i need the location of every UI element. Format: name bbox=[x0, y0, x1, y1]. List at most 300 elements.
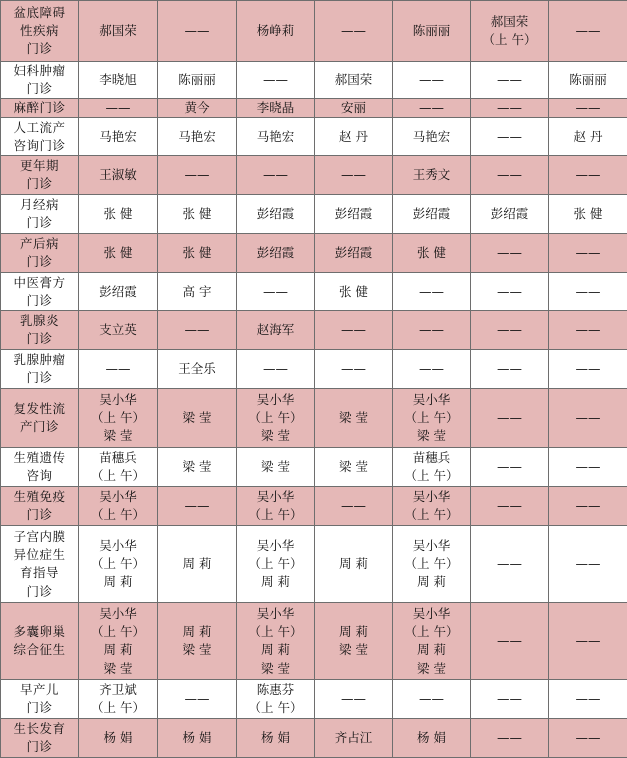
schedule-cell bbox=[549, 99, 627, 118]
schedule-cell bbox=[79, 526, 158, 603]
schedule-cell bbox=[549, 273, 627, 311]
schedule-cell bbox=[471, 195, 549, 234]
schedule-cell bbox=[393, 350, 471, 389]
schedule-cell bbox=[237, 350, 315, 389]
table-row bbox=[1, 195, 627, 234]
doctor-name: 李晓晶 bbox=[237, 99, 314, 117]
department-name-line: 生殖免疫 bbox=[1, 488, 78, 506]
department-name-line: 乳腺肿瘤 bbox=[1, 351, 78, 369]
department-name-line: 门诊 bbox=[1, 738, 78, 756]
doctor-name: —— bbox=[158, 690, 236, 708]
doctor-name: —— bbox=[79, 99, 157, 117]
schedule-cell bbox=[158, 680, 237, 719]
doctor-name: 周 莉 bbox=[158, 555, 236, 573]
department-name-line: 门诊 bbox=[1, 40, 78, 58]
schedule-cell bbox=[237, 273, 315, 311]
schedule-cell bbox=[79, 680, 158, 719]
department-name-line: 综合征生 bbox=[1, 641, 78, 659]
doctor-name: 吴小华 bbox=[393, 537, 470, 555]
doctor-name: 梁 莹 bbox=[158, 458, 236, 476]
schedule-cell bbox=[315, 350, 393, 389]
table-row bbox=[1, 389, 627, 448]
doctor-name: 吴小华 bbox=[237, 488, 314, 506]
schedule-cell bbox=[315, 311, 393, 350]
department-name-line: 生殖遗传 bbox=[1, 449, 78, 467]
doctor-name: 彭绍霞 bbox=[237, 205, 314, 223]
doctor-name: —— bbox=[471, 632, 548, 650]
doctor-name: 张 健 bbox=[158, 205, 236, 223]
department-name-line: 门诊 bbox=[1, 253, 78, 271]
doctor-name: 张 健 bbox=[549, 205, 627, 223]
doctor-name: —— bbox=[315, 360, 392, 378]
schedule-cell bbox=[237, 448, 315, 487]
department-name-line: 更年期 bbox=[1, 157, 78, 175]
doctor-name: —— bbox=[393, 99, 470, 117]
doctor-name: 彭绍霞 bbox=[315, 205, 392, 223]
doctor-name: 梁 莹 bbox=[393, 660, 470, 678]
table-row bbox=[1, 156, 627, 195]
schedule-cell bbox=[393, 603, 471, 680]
doctor-name: 吴小华 bbox=[79, 605, 157, 623]
doctor-name: —— bbox=[549, 22, 627, 40]
doctor-name: —— bbox=[237, 71, 314, 89]
table-row bbox=[1, 603, 627, 680]
doctor-name: 梁 莹 bbox=[158, 641, 236, 659]
doctor-name: 王淑敏 bbox=[79, 166, 157, 184]
schedule-cell bbox=[158, 311, 237, 350]
schedule-cell bbox=[315, 234, 393, 273]
schedule-cell bbox=[158, 273, 237, 311]
doctor-name: 周 莉 bbox=[158, 623, 236, 641]
schedule-cell bbox=[549, 487, 627, 526]
doctor-name: —— bbox=[315, 690, 392, 708]
department-name-line: 复发性流 bbox=[1, 400, 78, 418]
doctor-name: —— bbox=[393, 321, 470, 339]
doctor-name: 陈丽丽 bbox=[158, 71, 236, 89]
doctor-name: 周 莉 bbox=[237, 573, 314, 591]
schedule-cell bbox=[158, 1, 237, 62]
doctor-name: 马艳宏 bbox=[393, 128, 470, 146]
doctor-name: （上 午） bbox=[393, 409, 470, 427]
department-cell bbox=[1, 603, 79, 680]
department-cell bbox=[1, 234, 79, 273]
schedule-cell bbox=[158, 487, 237, 526]
schedule-cell bbox=[237, 487, 315, 526]
schedule-cell bbox=[471, 389, 549, 448]
schedule-cell bbox=[79, 603, 158, 680]
schedule-cell bbox=[471, 487, 549, 526]
department-name-line: 性疾病 bbox=[1, 22, 78, 40]
doctor-name: —— bbox=[393, 360, 470, 378]
table-row bbox=[1, 234, 627, 273]
doctor-name: —— bbox=[471, 458, 548, 476]
schedule-cell bbox=[158, 156, 237, 195]
schedule-cell bbox=[549, 311, 627, 350]
schedule-cell bbox=[79, 350, 158, 389]
doctor-name: 陈丽丽 bbox=[549, 71, 627, 89]
department-name-line: 多囊卵巢 bbox=[1, 623, 78, 641]
doctor-name: —— bbox=[315, 497, 392, 515]
department-name-line: 乳腺炎 bbox=[1, 312, 78, 330]
schedule-cell bbox=[158, 350, 237, 389]
schedule-cell bbox=[393, 311, 471, 350]
doctor-name: 马艳宏 bbox=[79, 128, 157, 146]
doctor-name: 苗穗兵 bbox=[79, 449, 157, 467]
schedule-cell bbox=[237, 234, 315, 273]
doctor-name: —— bbox=[471, 690, 548, 708]
schedule-cell bbox=[471, 603, 549, 680]
doctor-name: 彭绍霞 bbox=[315, 244, 392, 262]
doctor-name: 赵海军 bbox=[237, 321, 314, 339]
schedule-cell bbox=[158, 448, 237, 487]
schedule-cell bbox=[471, 311, 549, 350]
doctor-name: —— bbox=[315, 321, 392, 339]
doctor-name: 梁 莹 bbox=[79, 427, 157, 445]
table-row bbox=[1, 99, 627, 118]
doctor-name: —— bbox=[158, 497, 236, 515]
doctor-name: —— bbox=[549, 458, 627, 476]
doctor-name: 赵 丹 bbox=[315, 128, 392, 146]
department-cell bbox=[1, 118, 79, 156]
department-name-line: 门诊 bbox=[1, 506, 78, 524]
schedule-cell bbox=[393, 99, 471, 118]
schedule-cell bbox=[315, 448, 393, 487]
schedule-cell bbox=[315, 99, 393, 118]
doctor-name: —— bbox=[471, 729, 548, 747]
department-cell bbox=[1, 273, 79, 311]
doctor-name: —— bbox=[549, 166, 627, 184]
doctor-name: 张 健 bbox=[393, 244, 470, 262]
doctor-name: 杨 娟 bbox=[158, 729, 236, 747]
schedule-cell bbox=[471, 62, 549, 99]
doctor-name: （上 午） bbox=[79, 506, 157, 524]
doctor-name: 安丽 bbox=[315, 99, 392, 117]
doctor-name: —— bbox=[237, 166, 314, 184]
schedule-cell bbox=[79, 487, 158, 526]
department-name-line: 麻醉门诊 bbox=[1, 99, 78, 117]
doctor-name: 梁 莹 bbox=[237, 660, 314, 678]
schedule-cell bbox=[393, 487, 471, 526]
table-row bbox=[1, 273, 627, 311]
schedule-cell bbox=[79, 195, 158, 234]
doctor-name: —— bbox=[393, 283, 470, 301]
schedule-cell bbox=[549, 234, 627, 273]
doctor-name: 支立英 bbox=[79, 321, 157, 339]
schedule-cell bbox=[237, 719, 315, 758]
schedule-cell bbox=[237, 156, 315, 195]
department-name-line: 门诊 bbox=[1, 80, 78, 98]
doctor-name: 郝国荣 bbox=[79, 22, 157, 40]
department-cell bbox=[1, 1, 79, 62]
doctor-name: 周 莉 bbox=[393, 573, 470, 591]
schedule-cell bbox=[237, 99, 315, 118]
schedule-cell bbox=[237, 1, 315, 62]
schedule-cell bbox=[549, 680, 627, 719]
doctor-name: 吴小华 bbox=[393, 391, 470, 409]
doctor-name: —— bbox=[549, 690, 627, 708]
doctor-name: —— bbox=[237, 360, 314, 378]
doctor-name: —— bbox=[315, 166, 392, 184]
schedule-cell bbox=[237, 526, 315, 603]
doctor-name: —— bbox=[549, 244, 627, 262]
doctor-name: —— bbox=[393, 690, 470, 708]
doctor-name: 梁 莹 bbox=[393, 427, 470, 445]
doctor-name: 杨 娟 bbox=[237, 729, 314, 747]
doctor-name: —— bbox=[393, 71, 470, 89]
doctor-name: —— bbox=[471, 71, 548, 89]
schedule-cell bbox=[471, 719, 549, 758]
schedule-cell bbox=[549, 195, 627, 234]
doctor-name: 张 健 bbox=[79, 205, 157, 223]
department-name-line: 生长发育 bbox=[1, 720, 78, 738]
doctor-name: 黄今 bbox=[158, 99, 236, 117]
doctor-name: —— bbox=[237, 283, 314, 301]
schedule-cell bbox=[237, 195, 315, 234]
schedule-cell bbox=[471, 156, 549, 195]
schedule-cell bbox=[315, 487, 393, 526]
doctor-name: 梁 莹 bbox=[315, 458, 392, 476]
schedule-cell bbox=[79, 234, 158, 273]
schedule-cell bbox=[393, 526, 471, 603]
department-name-line: 咨询 bbox=[1, 467, 78, 485]
schedule-cell bbox=[549, 118, 627, 156]
doctor-name: 彭绍霞 bbox=[393, 205, 470, 223]
schedule-cell bbox=[393, 234, 471, 273]
doctor-name: —— bbox=[158, 321, 236, 339]
doctor-name: 马艳宏 bbox=[158, 128, 236, 146]
schedule-cell bbox=[471, 680, 549, 719]
doctor-name: 梁 莹 bbox=[315, 641, 392, 659]
schedule-cell bbox=[315, 680, 393, 719]
department-name-line: 产门诊 bbox=[1, 418, 78, 436]
schedule-cell bbox=[393, 1, 471, 62]
schedule-cell bbox=[549, 389, 627, 448]
doctor-name: 吴小华 bbox=[237, 391, 314, 409]
table-row bbox=[1, 62, 627, 99]
doctor-name: 杨峥莉 bbox=[237, 22, 314, 40]
doctor-name: 杨 娟 bbox=[79, 729, 157, 747]
department-name-line: 门诊 bbox=[1, 292, 78, 310]
table-row bbox=[1, 487, 627, 526]
department-name-line: 早产儿 bbox=[1, 681, 78, 699]
schedule-cell bbox=[393, 156, 471, 195]
schedule-cell bbox=[315, 62, 393, 99]
schedule-cell bbox=[79, 62, 158, 99]
doctor-name: （上 午） bbox=[79, 623, 157, 641]
department-cell bbox=[1, 311, 79, 350]
doctor-name: —— bbox=[471, 321, 548, 339]
department-name-line: 妇科肿瘤 bbox=[1, 62, 78, 80]
table-row bbox=[1, 311, 627, 350]
schedule-cell bbox=[393, 118, 471, 156]
schedule-cell bbox=[549, 448, 627, 487]
doctor-name: 梁 莹 bbox=[315, 409, 392, 427]
doctor-name: —— bbox=[471, 244, 548, 262]
doctor-name: 齐占江 bbox=[315, 729, 392, 747]
doctor-name: 王全乐 bbox=[158, 360, 236, 378]
schedule-cell bbox=[158, 526, 237, 603]
department-name-line: 门诊 bbox=[1, 175, 78, 193]
doctor-name: （上 午） bbox=[393, 623, 470, 641]
department-cell bbox=[1, 526, 79, 603]
doctor-name: 赵 丹 bbox=[549, 128, 627, 146]
table-row bbox=[1, 1, 627, 62]
department-name-line: 中医膏方 bbox=[1, 274, 78, 292]
department-cell bbox=[1, 62, 79, 99]
doctor-name: 吴小华 bbox=[237, 605, 314, 623]
schedule-cell bbox=[315, 273, 393, 311]
doctor-name: 彭绍霞 bbox=[237, 244, 314, 262]
schedule-cell bbox=[158, 118, 237, 156]
doctor-name: 张 健 bbox=[79, 244, 157, 262]
department-name-line: 盆底障碍 bbox=[1, 4, 78, 22]
schedule-cell bbox=[549, 719, 627, 758]
schedule-body bbox=[1, 1, 627, 758]
department-cell bbox=[1, 350, 79, 389]
department-name-line: 咨询门诊 bbox=[1, 137, 78, 155]
schedule-cell bbox=[158, 99, 237, 118]
doctor-name: 梁 莹 bbox=[79, 660, 157, 678]
doctor-name: （上 午） bbox=[79, 467, 157, 485]
department-name-line: 门诊 bbox=[1, 330, 78, 348]
doctor-name: （上 午） bbox=[79, 409, 157, 427]
schedule-cell bbox=[79, 1, 158, 62]
schedule-cell bbox=[237, 603, 315, 680]
doctor-name: 吴小华 bbox=[79, 488, 157, 506]
schedule-cell bbox=[158, 195, 237, 234]
schedule-cell bbox=[79, 156, 158, 195]
doctor-name: （上 午） bbox=[237, 506, 314, 524]
schedule-cell bbox=[549, 603, 627, 680]
doctor-name: 王秀文 bbox=[393, 166, 470, 184]
department-name-line: 子宫内膜 bbox=[1, 528, 78, 546]
department-cell bbox=[1, 719, 79, 758]
doctor-name: 周 莉 bbox=[79, 573, 157, 591]
department-name-line: 门诊 bbox=[1, 583, 78, 601]
schedule-cell bbox=[158, 234, 237, 273]
department-cell bbox=[1, 487, 79, 526]
doctor-name: 李晓旭 bbox=[79, 71, 157, 89]
doctor-name: 梁 莹 bbox=[237, 427, 314, 445]
doctor-name: —— bbox=[471, 555, 548, 573]
schedule-cell bbox=[471, 234, 549, 273]
schedule-cell bbox=[393, 195, 471, 234]
schedule-cell bbox=[158, 719, 237, 758]
schedule-cell bbox=[549, 350, 627, 389]
doctor-name: （上 午） bbox=[79, 555, 157, 573]
schedule-cell bbox=[79, 99, 158, 118]
department-cell bbox=[1, 389, 79, 448]
department-name-line: 人工流产 bbox=[1, 119, 78, 137]
schedule-cell bbox=[315, 719, 393, 758]
schedule-cell bbox=[79, 118, 158, 156]
doctor-name: —— bbox=[471, 497, 548, 515]
schedule-cell bbox=[315, 603, 393, 680]
table-row bbox=[1, 350, 627, 389]
department-cell bbox=[1, 448, 79, 487]
schedule-cell bbox=[315, 195, 393, 234]
schedule-cell bbox=[79, 448, 158, 487]
schedule-cell bbox=[158, 62, 237, 99]
table-row bbox=[1, 448, 627, 487]
doctor-name: 陈惠芬 bbox=[237, 681, 314, 699]
schedule-cell bbox=[549, 156, 627, 195]
doctor-name: （上 午） bbox=[237, 555, 314, 573]
doctor-name: 周 莉 bbox=[315, 623, 392, 641]
doctor-name: （上 午） bbox=[237, 699, 314, 717]
doctor-name: 马艳宏 bbox=[237, 128, 314, 146]
department-name-line: 育指导 bbox=[1, 564, 78, 582]
department-cell bbox=[1, 156, 79, 195]
doctor-name: 吴小华 bbox=[393, 488, 470, 506]
doctor-name: —— bbox=[158, 22, 236, 40]
doctor-name: —— bbox=[471, 128, 548, 146]
doctor-name: —— bbox=[549, 99, 627, 117]
doctor-name: 周 莉 bbox=[237, 641, 314, 659]
doctor-name: —— bbox=[471, 166, 548, 184]
doctor-name: 周 莉 bbox=[393, 641, 470, 659]
doctor-name: —— bbox=[471, 283, 548, 301]
schedule-cell bbox=[471, 526, 549, 603]
doctor-name: —— bbox=[315, 22, 392, 40]
doctor-name: （上 午） bbox=[393, 467, 470, 485]
schedule-cell bbox=[471, 273, 549, 311]
doctor-name: （上 午） bbox=[393, 506, 470, 524]
doctor-name: 吴小华 bbox=[393, 605, 470, 623]
schedule-cell bbox=[549, 1, 627, 62]
doctor-name: 彭绍霞 bbox=[79, 283, 157, 301]
doctor-name: —— bbox=[549, 283, 627, 301]
schedule-cell bbox=[79, 719, 158, 758]
doctor-name: —— bbox=[471, 409, 548, 427]
doctor-name: —— bbox=[549, 360, 627, 378]
doctor-name: 郝国荣 bbox=[471, 13, 548, 31]
schedule-cell bbox=[237, 62, 315, 99]
schedule-cell bbox=[237, 389, 315, 448]
doctor-name: 张 健 bbox=[158, 244, 236, 262]
doctor-name: 陈丽丽 bbox=[393, 22, 470, 40]
department-cell bbox=[1, 195, 79, 234]
doctor-name: —— bbox=[158, 166, 236, 184]
doctor-name: 周 莉 bbox=[79, 641, 157, 659]
doctor-name: —— bbox=[549, 497, 627, 515]
doctor-name: —— bbox=[549, 555, 627, 573]
schedule-cell bbox=[471, 448, 549, 487]
department-name-line: 门诊 bbox=[1, 214, 78, 232]
schedule-cell bbox=[471, 99, 549, 118]
schedule-cell bbox=[315, 1, 393, 62]
doctor-name: 杨 娟 bbox=[393, 729, 470, 747]
schedule-cell bbox=[315, 118, 393, 156]
schedule-cell bbox=[79, 389, 158, 448]
doctor-name: 苗穗兵 bbox=[393, 449, 470, 467]
department-name-line: 月经病 bbox=[1, 196, 78, 214]
doctor-name: （上 午） bbox=[79, 699, 157, 717]
schedule-cell bbox=[237, 311, 315, 350]
schedule-cell bbox=[158, 389, 237, 448]
schedule-cell bbox=[393, 680, 471, 719]
doctor-name: 张 健 bbox=[315, 283, 392, 301]
schedule-cell bbox=[237, 118, 315, 156]
schedule-cell bbox=[79, 311, 158, 350]
doctor-name: 梁 莹 bbox=[158, 409, 236, 427]
department-cell bbox=[1, 680, 79, 719]
department-name-line: 门诊 bbox=[1, 699, 78, 717]
doctor-name: （上 午） bbox=[471, 31, 548, 49]
doctor-name: —— bbox=[471, 360, 548, 378]
schedule-cell bbox=[315, 156, 393, 195]
schedule-cell bbox=[393, 62, 471, 99]
